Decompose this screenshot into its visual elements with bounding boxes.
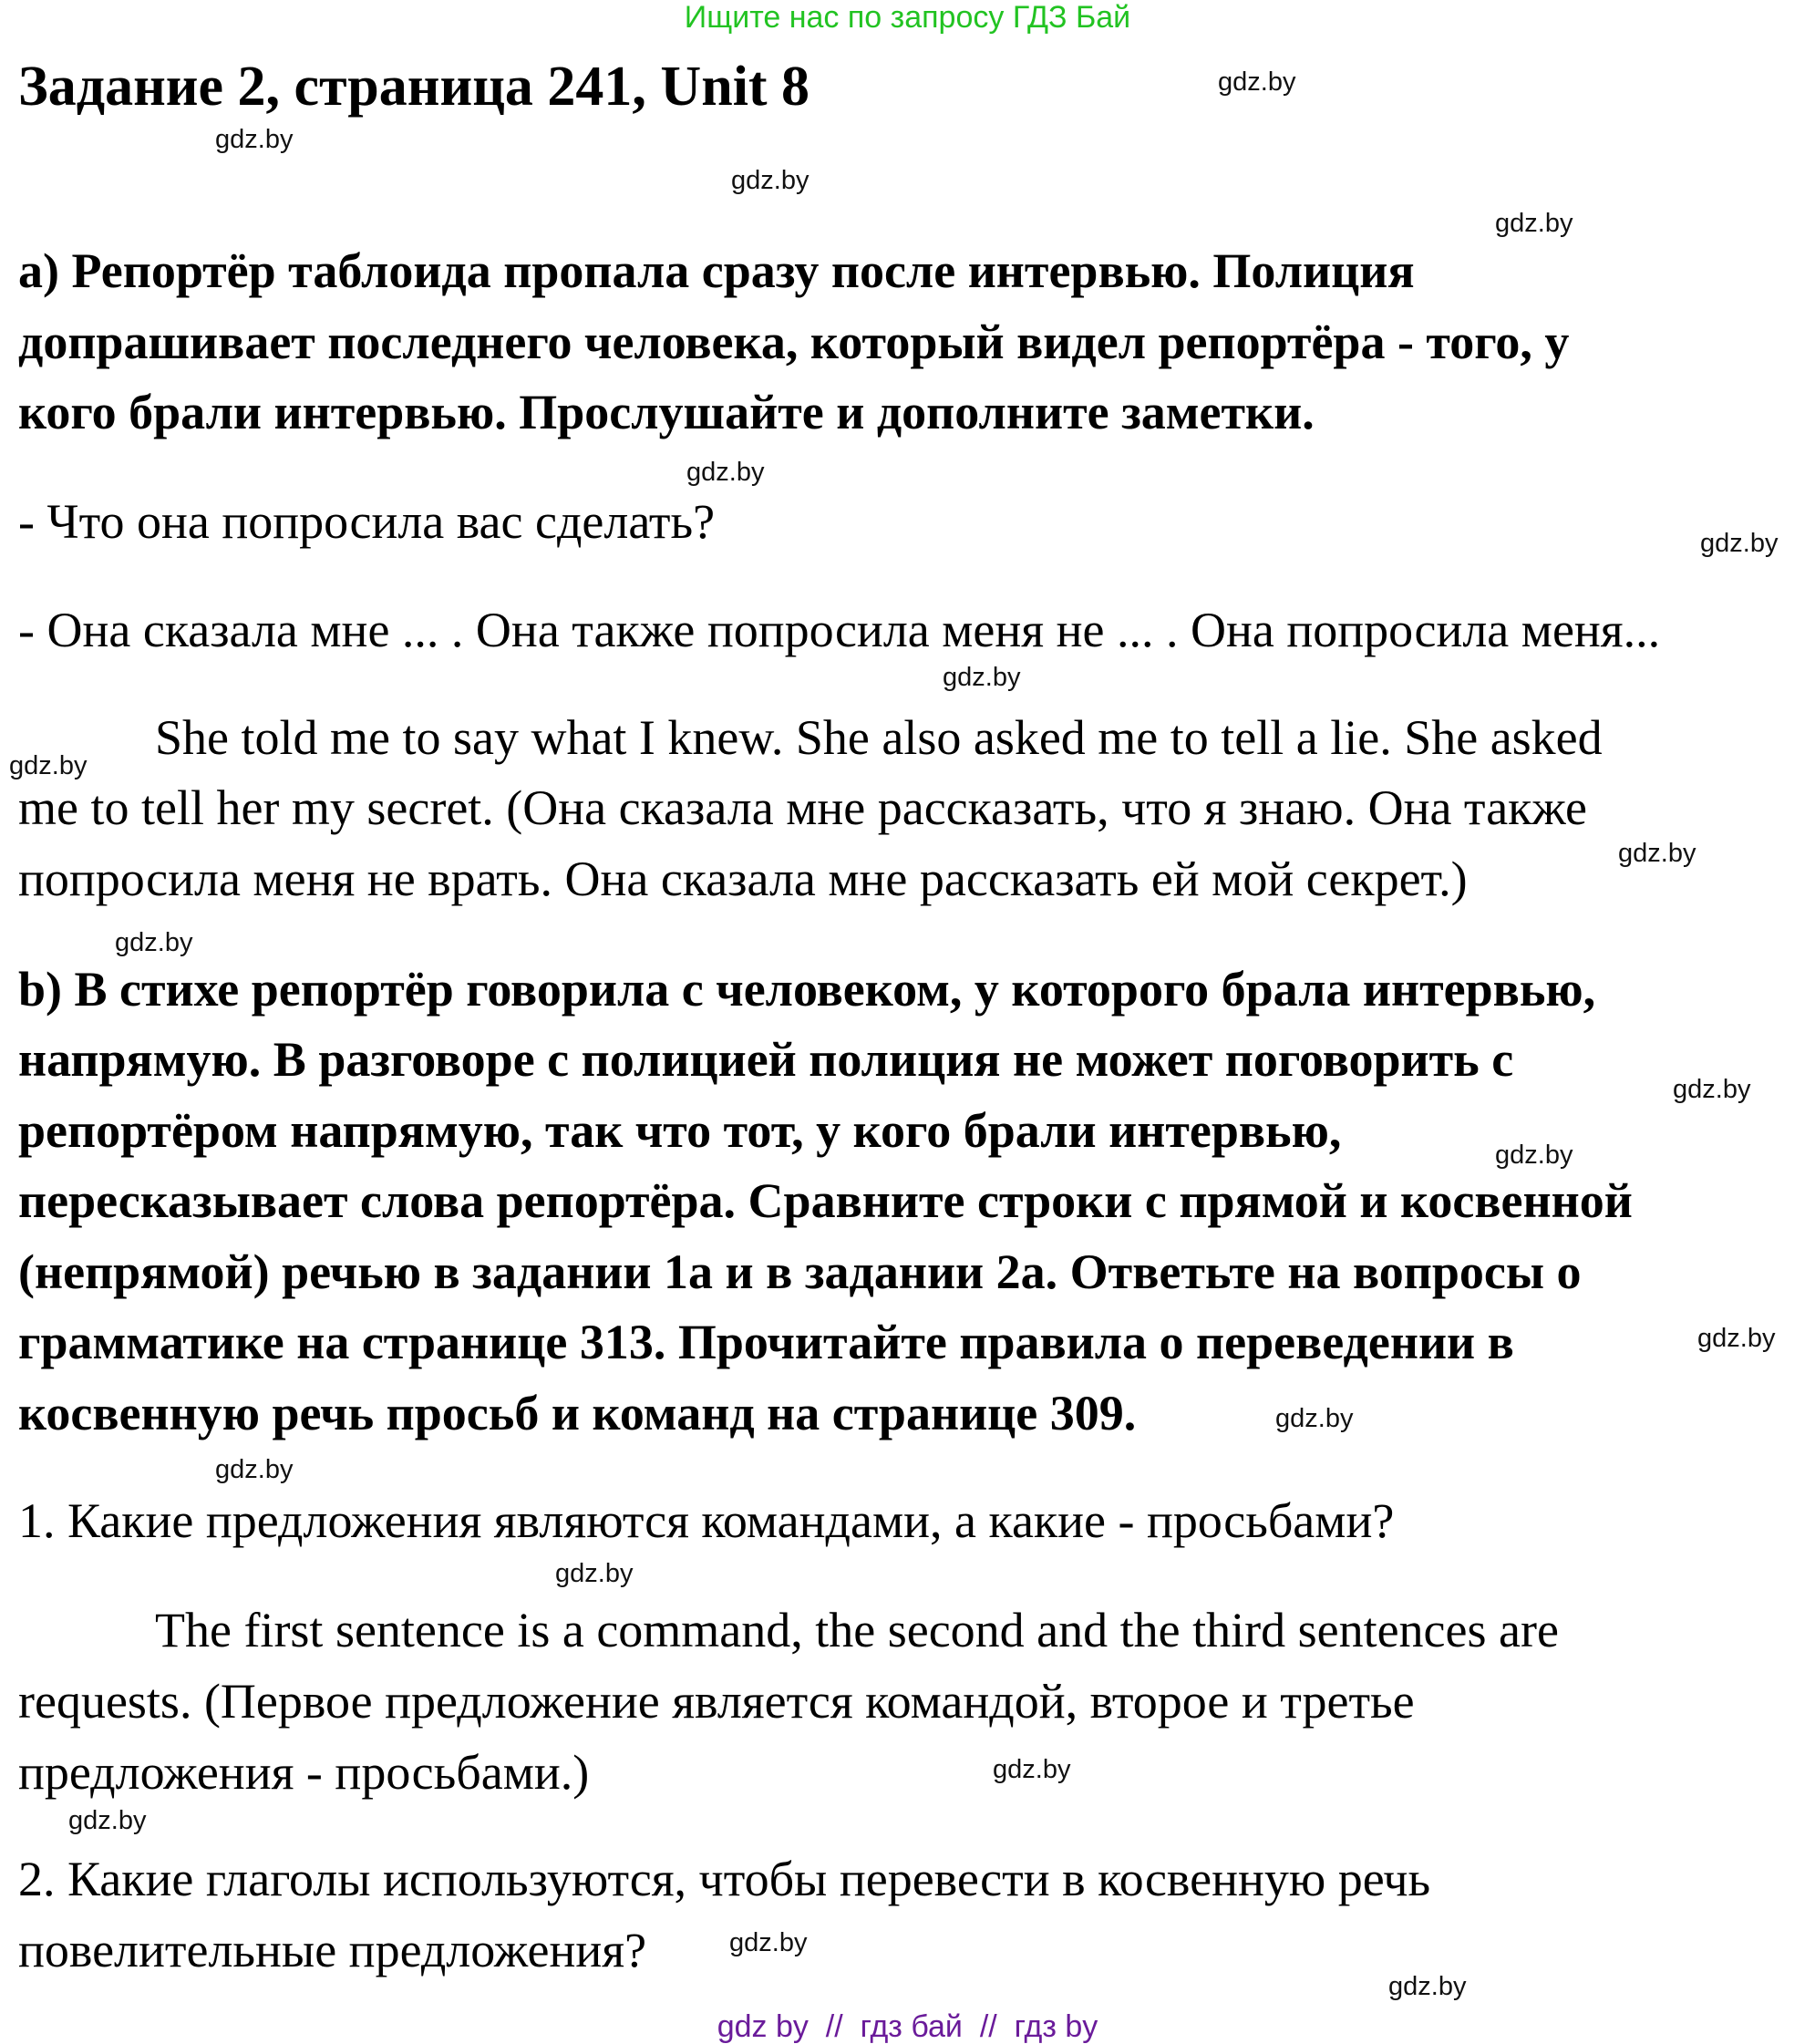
task-b-line: репортёром напрямую, так что тот, у кого брали интервью, <box>18 1103 1342 1158</box>
answer-1-line: requests. (Первое предложение является командой, второе и третье <box>18 1674 1415 1729</box>
task-b-line: косвенную речь просьб и команд на странице 309. <box>18 1386 1137 1440</box>
watermark: gdz.by <box>993 1755 1071 1784</box>
task-a-line: допрашивает последнего человека, который видел репортёра - того, у <box>18 315 1570 369</box>
watermark: gdz.by <box>1618 839 1696 868</box>
question-2-line: повелительные предложения? <box>18 1923 647 1977</box>
search-banner[interactable]: Ищите нас по запросу ГДЗ Бай <box>684 0 1131 35</box>
watermark: gdz.by <box>1275 1404 1354 1433</box>
task-b-line: (непрямой) речью в задании 1а и в задании 2а. Ответьте на вопросы о <box>18 1244 1582 1299</box>
answer-1-line: The first sentence is a command, the second and the third sentences are <box>155 1603 1559 1657</box>
task-b-line: напрямую. В разговоре с полицией полиция не может поговорить с <box>18 1032 1514 1087</box>
watermark: gdz.by <box>943 663 1021 692</box>
task-a-line: кого брали интервью. Прослушайте и дополните заметки. <box>18 385 1315 439</box>
watermark: gdz.by <box>731 166 810 195</box>
footer-links[interactable]: gdz by // гдз бай // гдз by <box>717 2009 1098 2044</box>
prompt-a: - Она сказала мне ... . Она также попросила меня не ... . Она попросила меня... <box>18 603 1661 657</box>
watermark: gdz.by <box>115 928 193 957</box>
watermark: gdz.by <box>1697 1324 1776 1353</box>
watermark: gdz.by <box>1673 1075 1751 1104</box>
question-a: - Что она попросила вас сделать? <box>18 494 716 549</box>
answer-a-line: She told me to say what I knew. She also asked me to tell a lie. She asked <box>155 710 1603 765</box>
page-title: Задание 2, страница 241, Unit 8 <box>18 56 810 118</box>
watermark: gdz.by <box>1700 529 1779 558</box>
watermark: gdz.by <box>215 125 294 154</box>
answer-a-line: me to tell her my secret. (Она сказала мне рассказать, что я знаю. Она также <box>18 780 1587 835</box>
watermark: gdz.by <box>1388 1972 1467 2001</box>
task-b-line: b) В стихе репортёр говорила с человеком, у которого брала интервью, <box>18 962 1596 1017</box>
question-1: 1. Какие предложения являются командами, а какие - просьбами? <box>18 1493 1395 1548</box>
task-b-line: грамматике на странице 313. Прочитайте правила о переведении в <box>18 1315 1514 1369</box>
answer-a-line: попросила меня не врать. Она сказала мне рассказать ей мой секрет.) <box>18 852 1468 906</box>
answer-1-line: предложения - просьбами.) <box>18 1745 590 1800</box>
watermark: gdz.by <box>686 458 765 487</box>
watermark: gdz.by <box>729 1928 808 1957</box>
question-2-line: 2. Какие глаголы используются, чтобы перевести в косвенную речь <box>18 1852 1431 1906</box>
watermark: gdz.by <box>1495 1141 1573 1170</box>
watermark: gdz.by <box>9 751 88 780</box>
watermark: gdz.by <box>1218 67 1296 97</box>
task-b-line: пересказывает слова репортёра. Сравните строки с прямой и косвенной <box>18 1173 1633 1228</box>
watermark: gdz.by <box>68 1806 147 1835</box>
watermark: gdz.by <box>215 1455 294 1484</box>
watermark: gdz.by <box>1495 209 1573 238</box>
task-a-line: а) Репортёр таблоида пропала сразу после интервью. Полиция <box>18 243 1415 298</box>
watermark: gdz.by <box>555 1559 634 1588</box>
